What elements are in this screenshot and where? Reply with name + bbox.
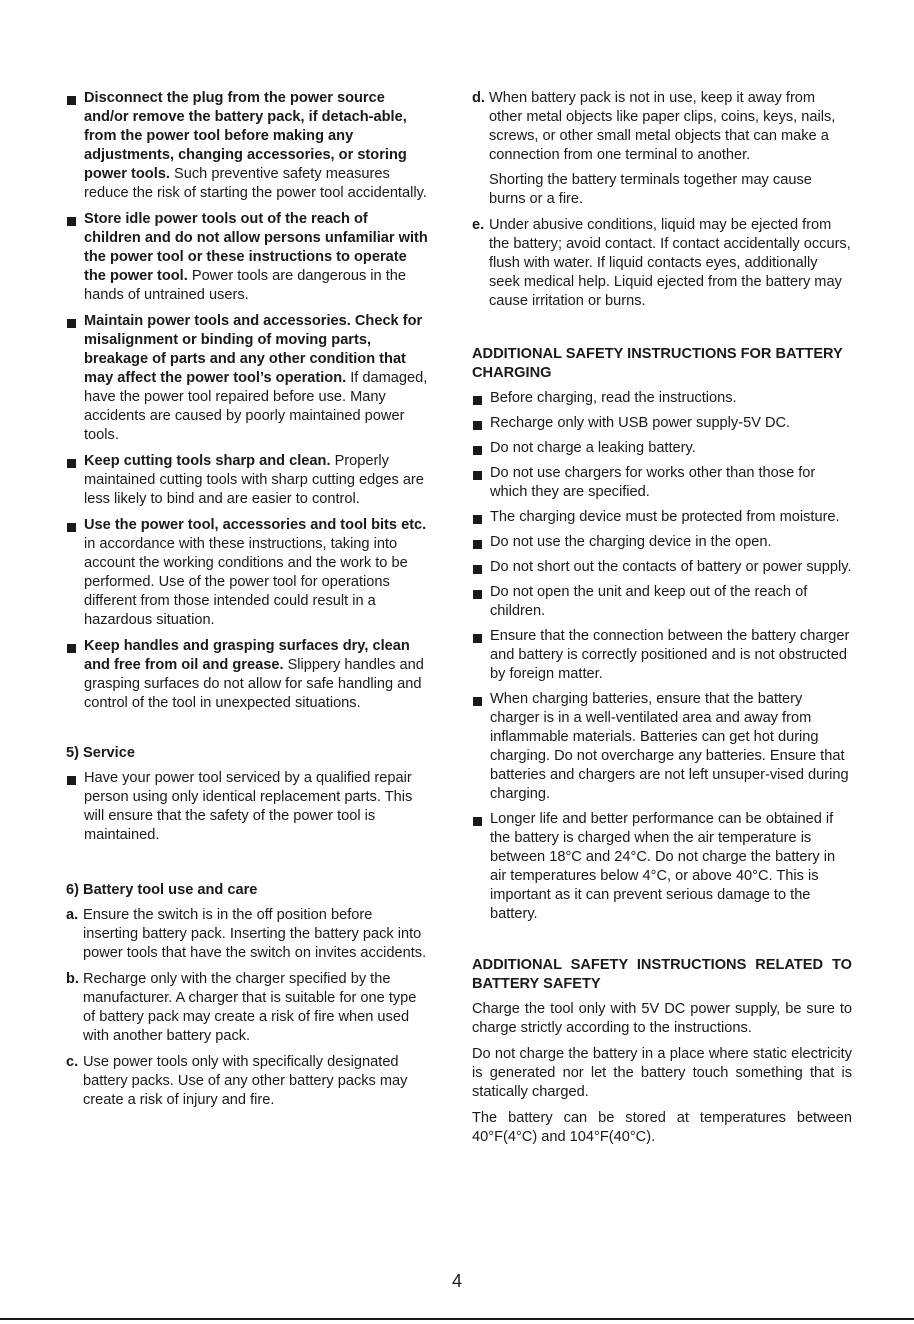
bullet-text: Power tools are dangerous in the hands of untrained users.: [84, 268, 407, 303]
charging-bullet: Longer life and better performance can be obtained if the battery is charged when the air temperature is between 18°C and 24°C. Do not charge the battery in air temperatures below 4°C, or above 40°C. This is important as it can prevent serious damage to the battery.: [472, 810, 852, 924]
battery-item-b: [66, 970, 428, 1046]
bullet-text: If damaged, have the power tool repaired before use. Many accidents are caused by poorly maintained power tools.: [84, 370, 428, 443]
right-column: [472, 89, 852, 1154]
item-letter: d.: [472, 90, 485, 106]
safety-paragraph: Do not charge the battery in a place where static electricity is generated nor let the battery touch something that is statically charged.: [472, 1046, 852, 1100]
charging-bullet: The charging device must be protected from moisture.: [472, 508, 852, 527]
charging-bullet: Ensure that the connection between the battery charger and battery is correctly positioned and is not obstructed by foreign matter.: [472, 627, 852, 684]
safety-paragraph: The battery can be stored at temperatures between 40°F(4°C) and 104°F(40°C).: [472, 1110, 852, 1145]
charging-bullet: When charging batteries, ensure that the battery charger is in a well-ventilated area and away from inflammable materials. Batteries can get hot during charging. Do not overcharge any batteries. Ensure that batteries and chargers are not left unsuper-vised during charging.: [472, 690, 852, 804]
left-column: [66, 89, 428, 1117]
item-letter: e.: [472, 217, 485, 233]
item-text: Recharge only with the charger specified by the manufacturer. A charger that is suitable for one type of battery pack may create a risk of fire when used with another battery pack.: [83, 971, 417, 1044]
charging-bullet: Recharge only with USB power supply-5V DC.: [472, 414, 852, 433]
item-letter: a.: [66, 907, 79, 923]
page-number: 4: [451, 1271, 462, 1291]
bullet-use-accessories: [66, 516, 428, 630]
charging-bullet: Do not open the unit and keep out of the reach of children.: [472, 583, 852, 621]
bullet-handles-dry: [66, 637, 428, 713]
bullet-text: Such preventive safety measures reduce the risk of starting the power tool accidentally.: [84, 166, 427, 201]
bullet-maintain-tools: [66, 312, 428, 445]
bullet-cutting-tools: [66, 452, 428, 509]
item-letter: b.: [66, 971, 79, 987]
bullet-bold-text: Maintain power tools and accessories. Check for misalignment or binding of moving parts, breakage of parts and any other condition that may affect the power tool’s operation.: [84, 313, 423, 386]
bullet-bold-text: Keep handles and grasping surfaces dry, clean and free from oil and grease.: [84, 638, 410, 673]
bullet-service: [66, 769, 428, 845]
bullet-text: Have your power tool serviced by a qualified repair person using only identical replacement parts. This will ensure that the safety of the power tool is maintained.: [84, 770, 413, 843]
safety-paragraph: Charge the tool only with 5V DC power supply, be sure to charge strictly according to the instructions.: [472, 1001, 852, 1036]
bullet-bold-text: Use the power tool, accessories and tool bits etc.: [84, 517, 427, 533]
battery-item-e: [472, 216, 852, 311]
bullet-bold-text: Keep cutting tools sharp and clean.: [84, 453, 331, 469]
battery-item-d-extra: Shorting the battery terminals together may cause burns or a fire.: [489, 172, 812, 207]
charging-bullet: Do not use chargers for works other than those for which they are specified.: [472, 464, 852, 502]
charging-heading: ADDITIONAL SAFETY INSTRUCTIONS FOR BATTERY CHARGING: [472, 346, 843, 381]
charging-bullet: Before charging, read the instructions.: [472, 389, 852, 408]
bullet-bold-text: Disconnect the plug from the power source and/or remove the battery pack, if detach-able, from the power tool before making any adjustments, changing accessories, or storing power tools.: [84, 90, 407, 182]
item-text: Under abusive conditions, liquid may be ejected from the battery; avoid contact. If contact accidentally occurs, flush with water. If liquid contacts eyes, additionally seek medical help. Liquid ejected from the battery may cause irritation or burns.: [489, 217, 851, 309]
service-heading: 5) Service: [66, 745, 135, 761]
bullet-disconnect-plug: [66, 89, 428, 203]
item-text: When battery pack is not in use, keep it away from other metal objects like paper clips, coins, keys, nails, screws, or other small metal objects that can make a connection from one terminal to another.: [489, 90, 836, 163]
item-text: Ensure the switch is in the off position before inserting battery pack. Inserting the battery pack into power tools that have the switch on invites accidents.: [83, 907, 427, 961]
battery-heading: 6) Battery tool use and care: [66, 882, 258, 898]
bullet-store-idle-tools: [66, 210, 428, 305]
battery-item-a: [66, 906, 428, 963]
bullet-text: in accordance with these instructions, taking into account the working conditions and the work to be performed. Use of the power tool for operations different from those intended could result in a hazardous situation.: [84, 536, 408, 628]
bullet-text: Slippery handles and grasping surfaces do not allow for safe handling and control of the tool in unexpected situations.: [84, 657, 424, 711]
battery-item-c: [66, 1053, 428, 1110]
charging-bullet: Do not short out the contacts of battery or power supply.: [472, 558, 852, 577]
charging-bullet: Do not charge a leaking battery.: [472, 439, 852, 458]
battery-item-d: [472, 89, 852, 165]
bottom-divider: [0, 1318, 914, 1320]
item-text: Use power tools only with specifically designated battery packs. Use of any other battery packs may create a risk of injury and fire.: [83, 1054, 408, 1108]
charging-bullet: Do not use the charging device in the open.: [472, 533, 852, 552]
battery-safety-heading: ADDITIONAL SAFETY INSTRUCTIONS RELATED TO BATTERY SAFETY: [472, 957, 852, 992]
item-letter: c.: [66, 1054, 79, 1070]
bullet-text: Properly maintained cutting tools with sharp cutting edges are less likely to bind and are easier to control.: [84, 453, 424, 507]
bullet-bold-text: Store idle power tools out of the reach of children and do not allow persons unfamiliar with the power tool or these instructions to operate the power tool.: [84, 211, 428, 284]
